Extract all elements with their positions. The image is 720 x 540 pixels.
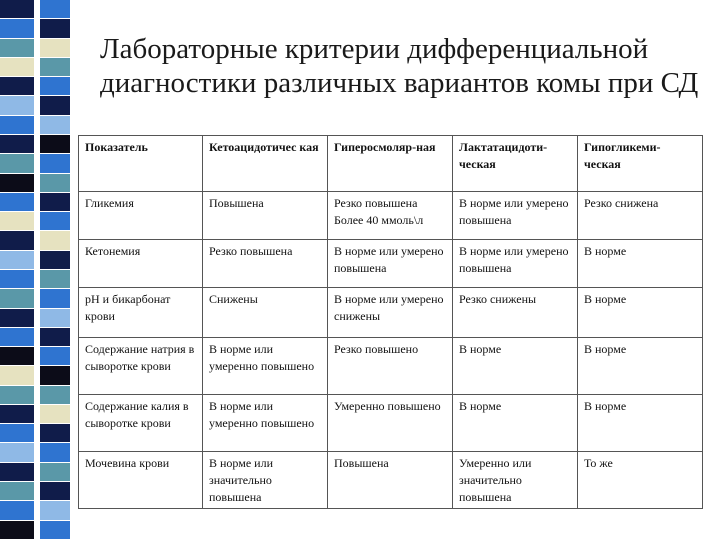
stripe-band xyxy=(0,289,34,308)
stripe-band xyxy=(0,39,34,58)
table-cell: В норме xyxy=(578,338,703,395)
table-cell: Умеренно или значительно повышена xyxy=(453,452,578,509)
stripe-band xyxy=(0,193,34,212)
stripe-band xyxy=(0,174,34,193)
stripe-column-outer xyxy=(0,0,34,540)
table-cell: В норме или значительно повышена xyxy=(203,452,328,509)
table-cell: Умеренно повышено xyxy=(328,395,453,452)
header-ketoacidotic: Кетоацидотичес кая xyxy=(203,136,328,192)
stripe-band xyxy=(0,231,34,250)
stripe-band xyxy=(0,309,34,328)
table-cell: В норме xyxy=(453,395,578,452)
stripe-band xyxy=(0,501,34,520)
table-cell: То же xyxy=(578,452,703,509)
table-cell: В норме xyxy=(578,395,703,452)
stripe-band xyxy=(40,174,70,193)
stripe-band xyxy=(40,328,70,347)
stripe-band xyxy=(0,482,34,501)
table-cell: Кетонемия xyxy=(79,240,203,288)
stripe-band xyxy=(0,19,34,38)
stripe-band xyxy=(40,96,70,115)
header-hyperosmolar: Гиперосмоляр-ная xyxy=(328,136,453,192)
header-indicator: Показатель xyxy=(79,136,203,192)
table-cell: В норме xyxy=(578,288,703,338)
stripe-band xyxy=(0,347,34,366)
stripe-band xyxy=(40,405,70,424)
stripe-band xyxy=(0,463,34,482)
stripe-band xyxy=(0,328,34,347)
stripe-band xyxy=(40,443,70,462)
stripe-band xyxy=(40,77,70,96)
stripe-band xyxy=(40,309,70,328)
stripe-band xyxy=(0,77,34,96)
table-cell: В норме xyxy=(578,240,703,288)
stripe-band xyxy=(0,521,34,540)
table-row xyxy=(79,395,703,452)
stripe-band xyxy=(40,424,70,443)
table-row xyxy=(79,452,703,509)
table-cell: Резко повышено xyxy=(328,338,453,395)
table-cell: Гликемия xyxy=(79,192,203,240)
table-cell: Резко снижены xyxy=(453,288,578,338)
header-hypoglycemic: Гипогликеми-ческая xyxy=(578,136,703,192)
stripe-band xyxy=(0,135,34,154)
table-cell: Резко повышена Более 40 ммоль\л xyxy=(328,192,453,240)
stripe-band xyxy=(40,482,70,501)
table-cell: Резко снижена xyxy=(578,192,703,240)
stripe-band xyxy=(0,0,34,19)
stripe-band xyxy=(40,19,70,38)
stripe-column-inner xyxy=(40,0,70,540)
stripe-band xyxy=(0,116,34,135)
stripe-band xyxy=(0,443,34,462)
table-cell: Содержание натрия в сыворотке крови xyxy=(79,338,203,395)
stripe-band xyxy=(40,347,70,366)
stripe-band xyxy=(0,424,34,443)
table-cell: Снижены xyxy=(203,288,328,338)
slide-title: Лабораторные критерии дифференциальной диагностики различных вариантов комы при СД xyxy=(100,33,699,99)
stripe-band xyxy=(0,366,34,385)
table-cell: Содержание калия в сыворотке крови xyxy=(79,395,203,452)
table-cell: В норме или умеренно повышено xyxy=(203,395,328,452)
stripe-band xyxy=(40,135,70,154)
stripe-band xyxy=(0,58,34,77)
stripe-band xyxy=(0,251,34,270)
table-cell: рН и бикарбонат крови xyxy=(79,288,203,338)
table-cell: В норме или умерено повышена xyxy=(328,240,453,288)
table-header-row xyxy=(79,136,703,192)
decorative-stripe-bar xyxy=(0,0,70,540)
stripe-band xyxy=(40,463,70,482)
stripe-band xyxy=(40,366,70,385)
stripe-band xyxy=(40,0,70,19)
stripe-band xyxy=(40,251,70,270)
stripe-band xyxy=(0,405,34,424)
stripe-band xyxy=(40,231,70,250)
criteria-table xyxy=(78,135,703,509)
stripe-band xyxy=(40,501,70,520)
stripe-band xyxy=(40,270,70,289)
stripe-band xyxy=(40,289,70,308)
stripe-band xyxy=(0,270,34,289)
stripe-band xyxy=(0,212,34,231)
stripe-band xyxy=(40,58,70,77)
stripe-band xyxy=(40,212,70,231)
stripe-band xyxy=(40,154,70,173)
stripe-band xyxy=(40,386,70,405)
table-cell: Повышена xyxy=(328,452,453,509)
table-row xyxy=(79,288,703,338)
stripe-band xyxy=(40,116,70,135)
table-cell: Резко повышена xyxy=(203,240,328,288)
table-cell: В норме xyxy=(453,338,578,395)
table-cell: Повышена xyxy=(203,192,328,240)
table-cell: В норме или умерено повышена xyxy=(453,192,578,240)
table-row xyxy=(79,240,703,288)
table-row xyxy=(79,192,703,240)
header-lactic-acidotic: Лактатацидоти-ческая xyxy=(453,136,578,192)
stripe-band xyxy=(40,521,70,540)
table-row xyxy=(79,338,703,395)
table-cell: В норме или умеренно повышено xyxy=(203,338,328,395)
stripe-band xyxy=(0,96,34,115)
table-cell: В норме или умерено повышена xyxy=(453,240,578,288)
table-cell: Мочевина крови xyxy=(79,452,203,509)
stripe-band xyxy=(40,193,70,212)
table-cell: В норме или умерено снижены xyxy=(328,288,453,338)
stripe-band xyxy=(40,39,70,58)
stripe-band xyxy=(0,154,34,173)
stripe-band xyxy=(0,386,34,405)
